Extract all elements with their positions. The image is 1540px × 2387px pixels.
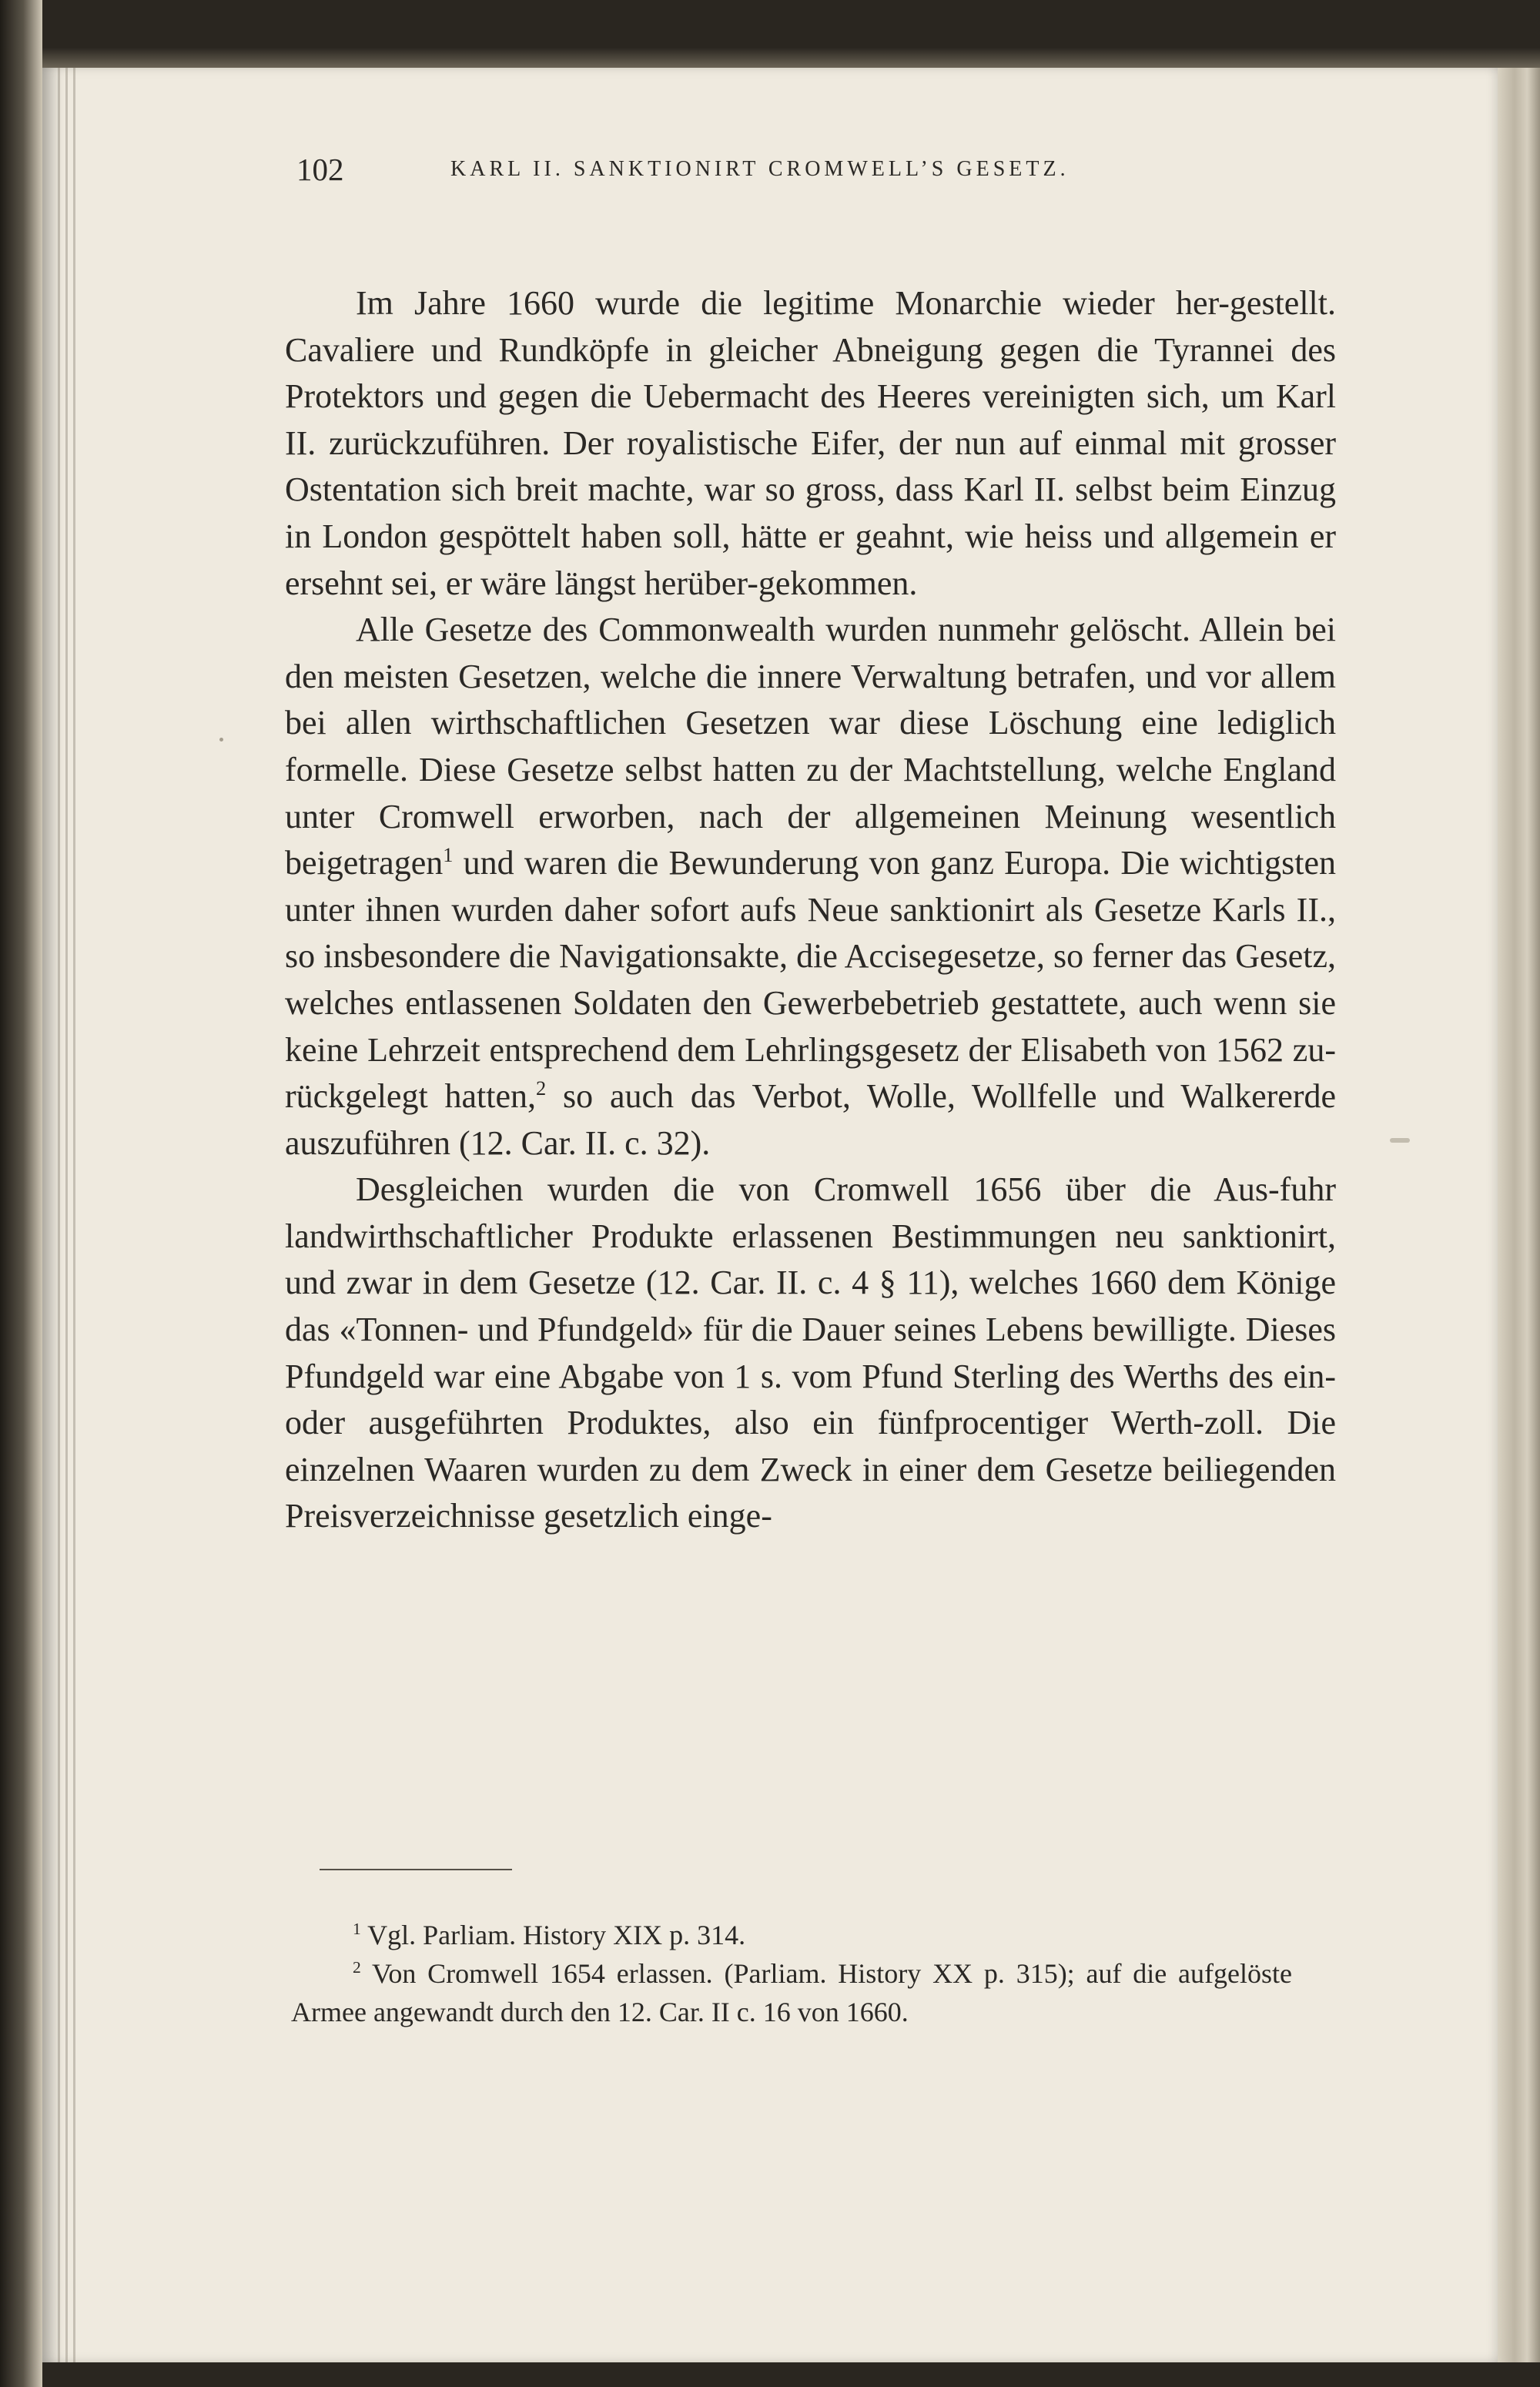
paragraph-text: und waren die Bewunderung von ganz Europa. Die wichtigsten unter ihnen wurden daher sofort aufs Neue sanktionirt als Gesetze Karls II., so insbesondere die Navigationsakte, die Accisegesetze, so ferner das Gesetz, welches entlassenen Soldaten den Gewerbebetrieb gestattete, auch wenn sie keine Lehrzeit entsprechend dem Lehrlingsgesetz der Elisabeth von 1562 zu-rückgelegt hatten, <box>285 844 1336 1116</box>
footnote <box>291 1916 1292 1954</box>
paragraph-text: so auch das Verbot, Wolle, Wollfelle und Walkererde auszuführen (12. Car. II. c. 32). <box>285 1077 1337 1162</box>
paragraph-text: Alle Gesetze des Commonwealth wurden nunmehr gelöscht. Allein bei den meisten Gesetzen, welche die innere Verwaltung betrafen, und vor allem bei allen wirthschaftlichen Gesetzen war diese Löschung eine lediglich formelle. Diese Gesetze selbst hatten zu der Machtstellung, welche England unter Cromwell erworben, nach der allgemeinen Meinung wesentlich beigetragen <box>285 611 1336 882</box>
page-number: 102 <box>296 152 344 187</box>
footnote-mark: 2 <box>353 1958 361 1977</box>
footnote-text: Vgl. Parliam. History XIX p. 314. <box>360 1920 746 1950</box>
page-edge-line <box>58 68 60 2362</box>
footnote <box>291 1954 1292 2031</box>
paper-speck <box>1390 1138 1410 1143</box>
book-spine-edge <box>0 0 42 2387</box>
paragraph <box>285 1167 1336 1540</box>
body-text <box>285 280 1336 1540</box>
paragraph-text: Im Jahre 1660 wurde die legitime Monarchie wieder her-gestellt. Cavaliere und Rundköpfe in gleicher Abneigung gegen die Tyrannei des Protektors und gegen die Uebermacht des Heeres vereinigten sich, um Karl II. zurückzuführen. Der royalistische Eifer, der nun auf einmal mit grosser Ostentation sich breit machte, war so gross, dass Karl II. selbst beim Einzug in London gespöttelt haben soll, hätte er geahnt, wie heiss und allgemein er ersehnt sei, er wäre längst herüber-gekommen. <box>285 284 1336 602</box>
footnotes <box>291 1916 1292 2031</box>
footnote-reference: 2 <box>536 1076 547 1100</box>
paper-speck <box>219 738 223 742</box>
page-stack-top <box>42 0 1540 68</box>
paragraph-text: Desgleichen wurden die von Cromwell 1656 über die Aus-fuhr landwirthschaftlicher Produkte erlassenen Bestimmungen neu sanktionirt, und zwar in dem Gesetze (12. Car. II. c. 4 § 11), welches 1660 dem Könige das «Tonnen- und Pfundgeld» für die Dauer seines Lebens bewilligte. Dieses Pfundgeld war eine Abgabe von 1 s. vom Pfund Sterling des Werths des ein- oder ausgeführten Produktes, also ein fünfprocentiger Werth-zoll. Die einzelnen Waaren wurden zu dem Zweck in einer dem Gesetze beiliegenden Preisverzeichnisse gesetzlich einge- <box>285 1170 1336 1535</box>
footnote-divider <box>320 1869 512 1870</box>
page-edge-line <box>65 68 68 2362</box>
page-stack-right <box>1498 68 1540 2362</box>
running-title: KARL II. SANKTIONIRT CROMWELL’S GESETZ. <box>450 157 1070 181</box>
footnote-text: Von Cromwell 1654 erlassen. (Parliam. History XX p. 315); auf die aufgelöste Armee angewandt durch den 12. Car. II c. 16 von 1660. <box>291 1958 1292 2027</box>
page-header <box>296 151 1282 197</box>
footnote-mark: 1 <box>353 1920 361 1939</box>
footnote-reference: 1 <box>443 843 454 867</box>
page-edge-line <box>73 68 75 2362</box>
paragraph <box>285 280 1336 607</box>
paragraph <box>285 607 1336 1167</box>
